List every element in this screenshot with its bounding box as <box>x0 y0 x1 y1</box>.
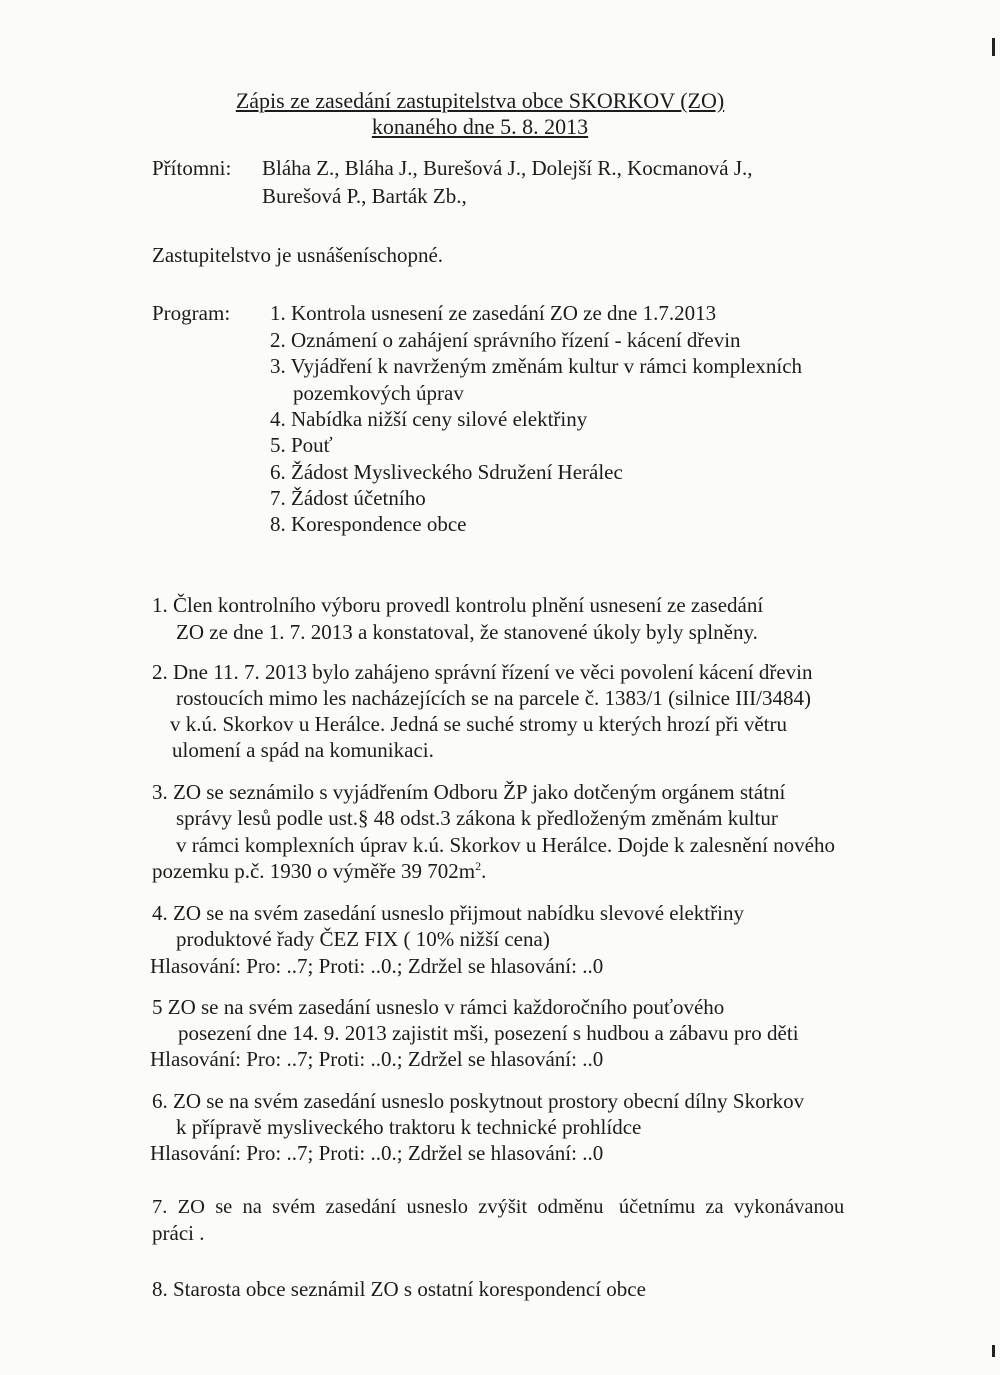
section-3-area-text: pozemku p.č. 1930 o výměře 39 702m <box>152 859 476 883</box>
program-item: 4. Nabídka nižší ceny silové elektřiny <box>270 407 588 431</box>
document-title-line1: Zápis ze zasedání zastupitelstva obce SKORKOV (ZO) <box>235 88 725 113</box>
section-3-line <box>152 858 486 884</box>
section-4-line: produktové řady ČEZ FIX ( 10% nižší cena) <box>176 927 550 951</box>
section-6-line: k přípravě mysliveckého traktoru k technické prohlídce <box>176 1115 642 1139</box>
attendance-names-line1: Bláha Z., Bláha J., Burešová J., Dolejší R., Kocmanová J., <box>262 156 753 180</box>
quorum-statement: Zastupitelstvo je usnášeníschopné. <box>152 243 444 267</box>
section-7-line: 7. ZO se na svém zasedání usneslo zvýšit odměnu účetnímu za vykonávanou <box>152 1196 845 1218</box>
section-1-line: ZO ze dne 1. 7. 2013 a konstatoval, že stanovené úkoly byly splněny. <box>176 620 758 644</box>
scan-mark-top-right <box>992 38 995 56</box>
section-8-line: 8. Starosta obce seznámil ZO s ostatní korespondencí obce <box>152 1277 646 1301</box>
section-2-line: rostoucích mimo les nacházejících se na parcele č. 1383/1 (silnice III/3484) <box>176 686 812 710</box>
section-7-line: práci . <box>152 1221 205 1245</box>
document-title-line2: konaného dne 5. 8. 2013 <box>371 114 589 139</box>
section-3-line: v rámci komplexních úprav k.ú. Skorkov u Herálce. Dojde k zalesnění nového <box>176 833 835 857</box>
section-6-line: 6. ZO se na svém zasedání usneslo poskytnout prostory obecní dílny Skorkov <box>152 1089 805 1113</box>
section-3-line: správy lesů podle ust.§ 48 odst.3 zákona k předloženým změnám kultur <box>176 806 778 830</box>
program-item: 3. Vyjádření k navrženým změnám kultur v rámci komplexních <box>270 354 803 378</box>
section-5-vote: Hlasování: Pro: ..7; Proti: ..0.; Zdržel se hlasování: ..0 <box>150 1047 604 1071</box>
program-item: 6. Žádost Mysliveckého Sdružení Herálec <box>270 460 623 484</box>
program-label: Program: <box>152 301 231 325</box>
attendance-label: Přítomni: <box>152 156 232 180</box>
program-item: 1. Kontrola usnesení ze zasedání ZO ze dne 1.7.2013 <box>270 301 717 325</box>
program-item: 5. Pouť <box>270 433 333 457</box>
program-item: 8. Korespondence obce <box>270 512 467 536</box>
section-3-period: . <box>481 859 487 883</box>
attendance-names-line2: Burešová P., Barták Zb., <box>262 184 467 208</box>
scan-mark-bottom-right <box>992 1345 995 1357</box>
section-3-line: 3. ZO se seznámilo s vyjádřením Odboru ŽP jako dotčeným orgánem státní <box>152 780 786 804</box>
program-item: 2. Oznámení o zahájení správního řízení - kácení dřevin <box>270 328 741 352</box>
section-4-vote: Hlasování: Pro: ..7; Proti: ..0.; Zdržel se hlasování: ..0 <box>150 954 604 978</box>
program-item: pozemkových úprav <box>293 381 464 405</box>
section-5-line: 5 ZO se na svém zasedání usneslo v rámci každoročního pouťového <box>152 995 725 1019</box>
section-4-line: 4. ZO se na svém zasedání usneslo přijmout nabídku slevové elektřiny <box>152 901 744 925</box>
program-item: 7. Žádost účetního <box>270 486 426 510</box>
section-1-line: 1. Člen kontrolního výboru provedl kontrolu plnění usnesení ze zasedání <box>152 593 764 617</box>
section-2-line: v k.ú. Skorkov u Herálce. Jedná se suché stromy u kterých hrozí při větru <box>170 712 787 736</box>
section-6-vote: Hlasování: Pro: ..7; Proti: ..0.; Zdržel se hlasování: ..0 <box>150 1141 604 1165</box>
section-5-line: posezení dne 14. 9. 2013 zajistit mši, posezení s hudbou a zábavu pro děti <box>178 1021 799 1045</box>
section-2-line: 2. Dne 11. 7. 2013 bylo zahájeno správní řízení ve věci povolení kácení dřevin <box>152 660 813 684</box>
section-2-line: ulomení a spád na komunikaci. <box>172 738 434 762</box>
square-superscript: 2 <box>475 859 482 873</box>
